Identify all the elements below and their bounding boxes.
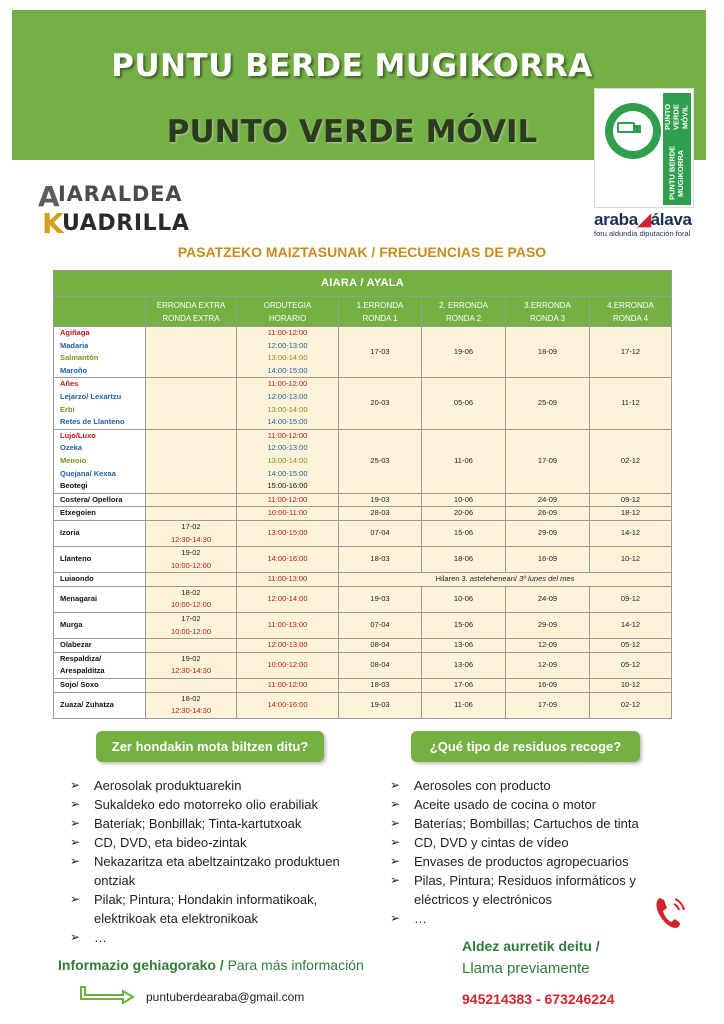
table-row: Olabezar 12:00-13:00 08-04 13-06 12-09 05-12 <box>54 639 672 653</box>
table-header-row <box>54 297 672 327</box>
list-item: ➢ Sukaldeko edo motorreko olio erabiliak <box>70 797 319 812</box>
table-row: Zuaza/ Zuhatza 18-02 12:30-14:30 14:00-16:00 19-03 11-06 17-09 02-12 <box>54 692 672 718</box>
alava-word: álava <box>650 210 692 229</box>
list-item: ➢ Bateriak; Bonbillak; Tinta-kartutxoak <box>70 816 302 831</box>
list-item: ➢ Pilak; Pintura; Hondakin informatikoak, elektrikoak eta elektronikoak <box>70 892 318 926</box>
waste-list-basque <box>70 776 370 947</box>
table-row: Agiñaga Madaria Salmantón Maroño 11:00-12:00 12:00-13:00 13:00-14:00 14:00-15:00 17-03 19-06 18-09 17-12 <box>54 327 672 378</box>
list-item: ➢ Aerosoles con producto <box>390 778 551 793</box>
location-group: Añes Lejarzo/ Lexartzu Erbi Retes de Llanteno <box>54 378 146 429</box>
more-info-label: Informazio gehiagorako / Para más información <box>58 957 364 973</box>
list-item: ➢ Aceite usado de cocina o motor <box>390 797 597 812</box>
location-group: Lujo/Luxo Ozeka Menoio Quejana/ Kexaa Beotegi <box>54 429 146 493</box>
col-ronda-2: 2. ERRONDA RONDA 2 <box>422 297 506 327</box>
truck-icon <box>605 103 661 159</box>
table-row: Lujo/Luxo Ozeka Menoio Quejana/ Kexaa Beotegi 11:00-12:00 12:00-13:00 13:00-14:00 14:00-15:00 15:00-16:00 25-03 11-06 17-09 02-12 <box>54 429 672 493</box>
hours-group: 11:00-12:00 12:00-13:00 13:00-14:00 14:00-15:00 15:00-16:00 <box>237 429 339 493</box>
table-row: Sojo/ Soxo 11:00-12:00 18-03 17-06 16-09 10-12 <box>54 679 672 693</box>
list-item: ➢ Nekazaritza eta abeltzaintzako produktuen ontziak <box>70 854 340 888</box>
table-row: Izoria 17-02 12:30-14:30 13:00-15:00 07-04 15-06 29-09 14-12 <box>54 520 672 546</box>
waste-title-spanish: ¿Qué tipo de residuos recoge? <box>411 731 640 762</box>
list-item: ➢ Aerosolak produktuarekin <box>70 778 242 793</box>
list-item: ➢ Envases de productos agropecuarios <box>390 854 629 869</box>
email-link[interactable]: puntuberdearaba@gmail.com <box>146 990 305 1004</box>
punto-verde-logo <box>594 88 694 208</box>
col-ronda-1: 1.ERRONDA RONDA 1 <box>339 297 422 327</box>
schedule-table <box>53 270 672 719</box>
badge-vertical-text: PUNTU BERDE MUGIKORRA PUNTO VERDE MÓVIL <box>663 93 691 205</box>
phone-icon <box>652 892 688 932</box>
hours-group: 11:00-12:00 12:00-13:00 13:00-14:00 14:00-15:00 <box>237 327 339 378</box>
table-row: Llanteno 19-02 10:00-12:00 14:00-16:00 18-03 18-06 16-09 10-12 <box>54 547 672 573</box>
aiaraldea-kuadrilla-logo: A IARALDEA K UADRILLA <box>38 180 190 240</box>
table-row: Etxegoien 10:00-11:00 28-03 20-06 26-09 18-12 <box>54 507 672 521</box>
hours-group: 11:00-12:00 12:00-13:00 13:00-14:00 14:00-15:00 <box>237 378 339 429</box>
araba-alava-logo: araba◢álava foru aldundia diputación foral <box>594 210 704 238</box>
table-row: Murga 17-02 10:00-12:00 11:00-13:00 07-04 15-06 29-09 14-12 <box>54 613 672 639</box>
list-item: ➢ … <box>390 911 427 926</box>
col-horario: ORDUTEGIA HORARIO <box>237 297 339 327</box>
list-item: ➢ Pilas, Pintura; Residuos informáticos y eléctricos y electrónicos <box>390 873 636 907</box>
araba-subtitle: foru aldundia diputación foral <box>594 229 691 238</box>
monthly-note: Hilaren 3. astelehenean/ 3º lunes del mes <box>339 573 672 587</box>
location-group: Agiñaga Madaria Salmantón Maroño <box>54 327 146 378</box>
region-header: AIARA / AYALA <box>54 271 672 297</box>
title-basque: PUNTU BERDE MUGIKORRA <box>111 48 593 84</box>
waste-title-basque: Zer hondakin mota biltzen ditu? <box>96 731 324 762</box>
list-item: ➢ Baterías; Bombillas; Cartuchos de tinta <box>390 816 639 831</box>
list-item: ➢ … <box>70 930 107 945</box>
col-extra: ERRONDA EXTRA RONDA EXTRA <box>146 297 237 327</box>
frequencies-title: PASATZEKO MAIZTASUNAK / FRECUENCIAS DE PASO <box>177 244 547 260</box>
title-spanish: PUNTO VERDE MÓVIL <box>166 114 538 150</box>
list-item: ➢ CD, DVD, eta bideo-zintak <box>70 835 247 850</box>
col-ronda-4: 4.ERRONDA RONDA 4 <box>590 297 672 327</box>
table-row: Luiaondo 11:00-13:00 Hilaren 3. astelehenean/ 3º lunes del mes <box>54 573 672 587</box>
phone-numbers[interactable]: 945214383 - 673246224 <box>462 991 615 1007</box>
col-ronda-3: 3.ERRONDA RONDA 3 <box>506 297 590 327</box>
table-row: Respaldiza/ Arespalditza 19-02 12:30-14:30 10:00-12:00 08-04 13-06 12-09 05-12 <box>54 652 672 678</box>
waste-list-spanish <box>390 776 670 928</box>
araba-word: araba <box>594 210 638 229</box>
list-item: ➢ CD, DVD y cintas de vídeo <box>390 835 569 850</box>
table-row: Menagarai 18-02 10:00-12:00 12:00-14:00 19-03 10-06 24-09 09-12 <box>54 586 672 612</box>
arrow-right-icon <box>79 985 135 1007</box>
table-row: Añes Lejarzo/ Lexartzu Erbi Retes de Llanteno 11:00-12:00 12:00-13:00 13:00-14:00 14:00-15:00 20-03 05-06 25-09 11-12 <box>54 378 672 429</box>
table-row: Costera/ Opellora 11:00-12:00 19-03 10-06 24-09 09-12 <box>54 493 672 507</box>
call-ahead: Aldez aurretik deitu / Llama previamente <box>462 938 600 977</box>
